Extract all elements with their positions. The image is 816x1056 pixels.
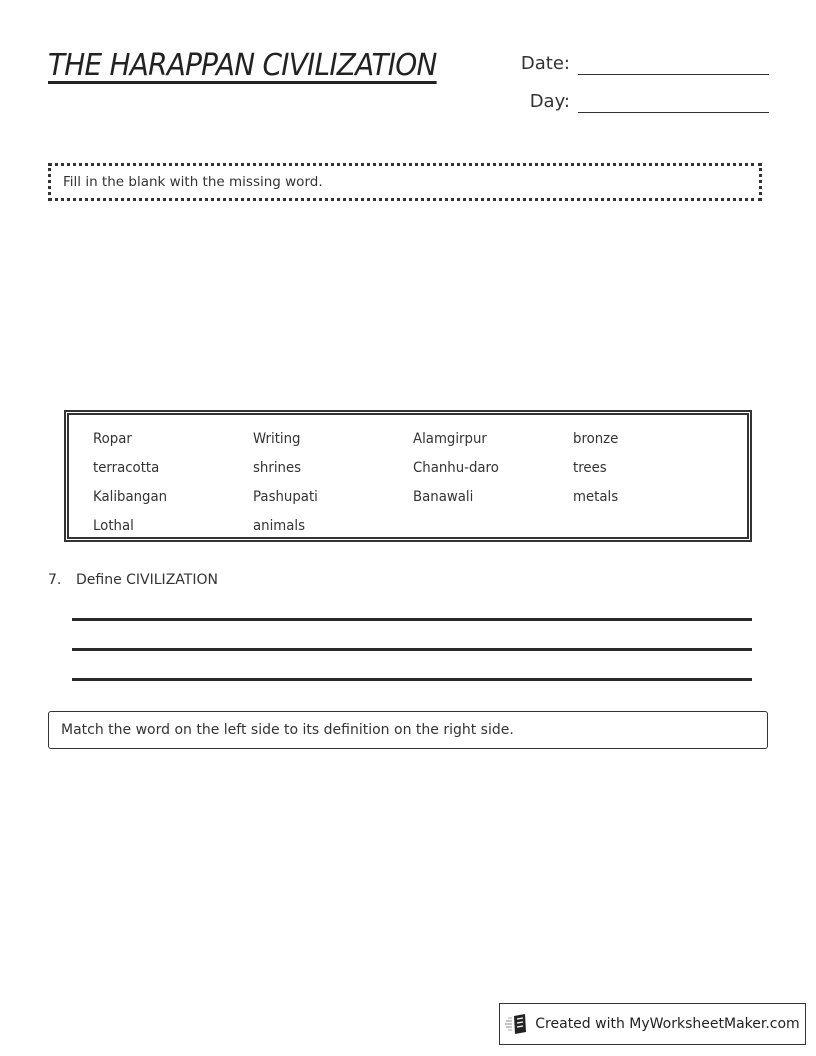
fill-blank-instruction-box [48,163,762,201]
fill-blank-instruction: Fill in the blank with the missing word. [63,174,323,190]
footer-text: Created with MyWorksheetMaker.com [535,1016,800,1032]
word-bank-item: trees [573,460,607,476]
word-bank-item: Alamgirpur [413,431,487,447]
word-bank-grid [93,425,733,541]
question-number: 7. [48,572,62,588]
word-bank-item: Banawali [413,489,474,505]
worksheet-maker-logo-icon [505,1013,529,1035]
word-bank-item: shrines [253,460,302,476]
word-bank-item: Ropar [93,431,132,447]
question-7 [48,572,218,588]
word-bank-item: Kalibangan [93,489,168,505]
answer-line[interactable] [72,648,752,651]
word-bank-item: bronze [573,431,619,447]
word-bank-item: Writing [253,431,301,447]
question-text: Define CIVILIZATION [76,572,218,588]
footer-credit[interactable] [499,1003,806,1045]
word-bank-item [573,512,725,541]
word-bank-item: Chanhu-daro [413,460,499,476]
date-blank-line[interactable] [578,52,769,75]
day-blank-line[interactable] [578,90,769,113]
day-field [490,90,769,113]
match-instruction: Match the word on the left side to its definition on the right side. [61,722,514,738]
word-bank-item: metals [573,489,619,505]
word-bank-item: animals [253,518,306,534]
word-bank [64,410,752,542]
word-bank-item [413,512,565,541]
word-bank-item: Pashupati [253,489,318,505]
date-field [490,52,769,75]
match-instruction-box [48,711,768,749]
answer-line[interactable] [72,678,752,681]
day-label: Day: [529,91,570,112]
worksheet-title: THE HARAPPAN CIVILIZATION [48,48,437,83]
word-bank-item: terracotta [93,460,160,476]
answer-line[interactable] [72,618,752,621]
word-bank-item: Lothal [93,518,134,534]
date-label: Date: [520,53,570,74]
